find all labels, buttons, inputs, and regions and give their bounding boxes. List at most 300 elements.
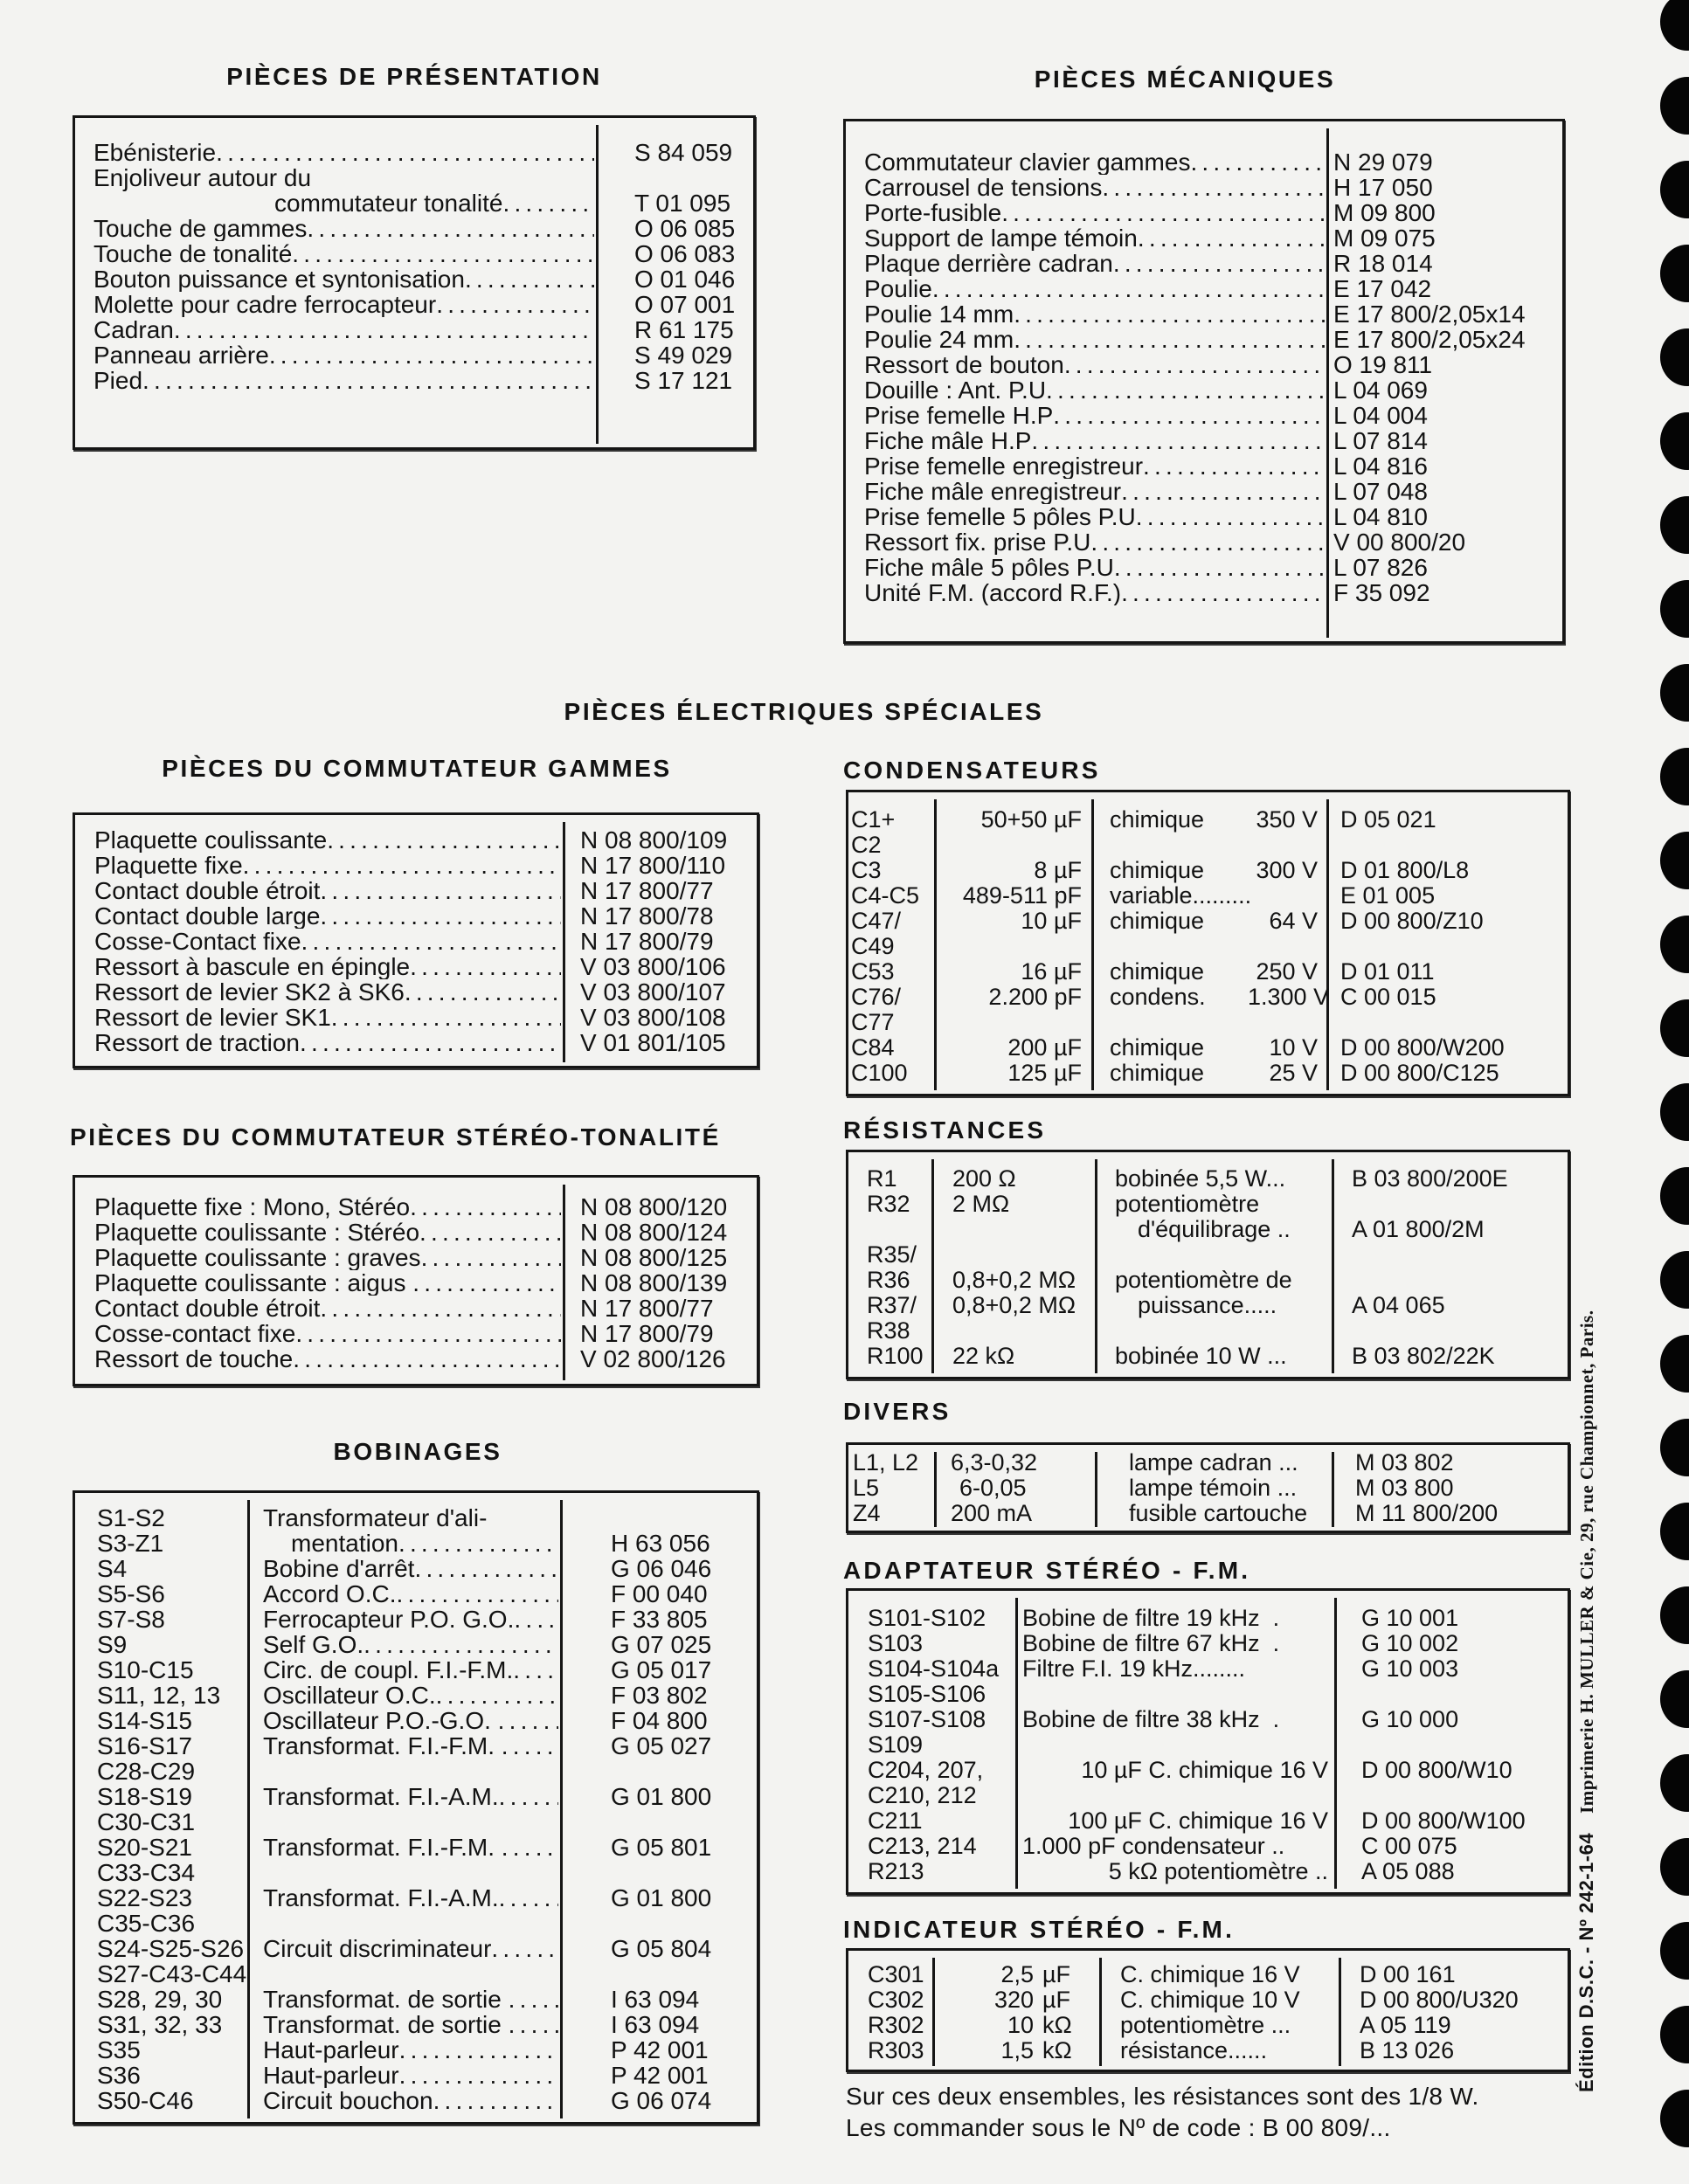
dot-leader xyxy=(300,1030,561,1055)
table-row xyxy=(868,1834,1568,1859)
dot-leader xyxy=(1064,352,1326,377)
dot-leader xyxy=(320,1296,561,1321)
dot-leader xyxy=(1046,377,1326,403)
dot-leader xyxy=(307,216,594,241)
binding-hole-icon xyxy=(1660,245,1689,302)
part-code: V 02 800/126 xyxy=(580,1345,726,1372)
part-name xyxy=(249,1556,558,1581)
unit: kΩ xyxy=(1042,2012,1072,2038)
type: chimique xyxy=(1110,908,1205,934)
table-row xyxy=(867,1268,1568,1293)
part-code xyxy=(558,1911,757,1936)
part-name xyxy=(864,403,1326,428)
table-row xyxy=(867,1293,1568,1318)
type: variable......... xyxy=(1110,882,1252,909)
condensateurs-table xyxy=(846,790,1570,1096)
part-code: V 03 800/106 xyxy=(580,953,726,980)
part-code: D 00 800/C125 xyxy=(1340,1060,1499,1086)
part-code: G 05 027 xyxy=(611,1732,712,1759)
part-name xyxy=(864,200,1326,225)
label-text: Bouton puissance et syntonisation xyxy=(93,266,465,292)
dot-leader xyxy=(499,1784,558,1809)
part-code xyxy=(1335,1732,1568,1758)
part-code: N 08 800/120 xyxy=(580,1193,728,1220)
part-code xyxy=(1352,1242,1568,1268)
type: potentiomètre xyxy=(1115,1191,1260,1217)
part-code: C 00 075 xyxy=(1361,1833,1457,1859)
rating: 200 mA xyxy=(951,1500,1033,1526)
part-code: G 06 074 xyxy=(611,2087,712,2114)
part-name xyxy=(864,555,1326,580)
component-ref: C77 xyxy=(851,1009,895,1035)
label-text: Oscillateur O.C. xyxy=(263,1683,436,1708)
description: 100 µF C. chimique 16 V xyxy=(1068,1807,1328,1834)
table-row xyxy=(864,175,1562,200)
label-text: Porte-fusible xyxy=(864,200,1002,225)
part-name xyxy=(93,368,594,393)
part-code: F 33 805 xyxy=(611,1606,708,1633)
component-ref: S105-S106 xyxy=(868,1681,986,1707)
type: chimique xyxy=(1110,958,1205,985)
part-code: E 01 005 xyxy=(1340,882,1436,909)
part-code: E 17 042 xyxy=(1333,275,1432,302)
part-name xyxy=(249,1860,558,1885)
table-row xyxy=(851,1035,1568,1061)
dot-leader xyxy=(499,1885,558,1911)
voltage: 25 V xyxy=(1269,1060,1318,1086)
label-text: Cosse-Contact fixe xyxy=(94,929,301,954)
unit: µF xyxy=(1042,1961,1071,1987)
table-row xyxy=(868,1707,1568,1732)
part-code: N 17 800/77 xyxy=(580,1295,714,1322)
adaptateur-table xyxy=(846,1588,1570,1895)
part-code: I 63 094 xyxy=(611,1986,700,2013)
part-name xyxy=(249,1936,558,1961)
table-row xyxy=(93,190,753,216)
part-name xyxy=(93,342,594,368)
dot-leader xyxy=(320,878,561,903)
label-text: Cadran xyxy=(93,317,174,342)
component-ref: C210, 212 xyxy=(868,1782,977,1808)
component-ref: C211 xyxy=(868,1807,923,1834)
part-code: N 17 800/79 xyxy=(580,1320,714,1347)
component-ref: C28-C29 xyxy=(97,1758,196,1785)
type xyxy=(1082,1010,1248,1035)
label-text: Bobine d'arrêt xyxy=(263,1556,415,1581)
table-row xyxy=(97,1809,757,1835)
section-title-divers: DIVERS xyxy=(843,1398,952,1425)
label-text: Contact double étroit xyxy=(94,1296,321,1321)
dot-leader xyxy=(414,1556,558,1581)
dot-leader xyxy=(436,1683,558,1708)
table-row xyxy=(94,1220,757,1245)
capacitance: 50+50 µF xyxy=(980,806,1082,833)
part-code: F 03 802 xyxy=(611,1682,708,1709)
stereo-tonalite-table xyxy=(73,1175,759,1386)
table-body xyxy=(848,792,1568,1086)
part-code: A 01 800/2M xyxy=(1352,1216,1485,1242)
section-title-bobinages: BOBINAGES xyxy=(333,1438,502,1465)
footnote-line-1: Sur ces deux ensembles, les résistances sont des 1/8 W. xyxy=(846,2083,1479,2110)
label-text: Ressort de levier SK1 xyxy=(94,1005,331,1030)
binding-hole-icon xyxy=(1660,916,1689,973)
dot-leader xyxy=(502,190,594,216)
binding-hole-icon xyxy=(1660,1754,1689,1812)
table-row xyxy=(94,954,757,979)
part-name xyxy=(93,317,594,342)
table-body xyxy=(75,1178,757,1372)
table-row xyxy=(94,1245,757,1270)
table-body xyxy=(848,1591,1568,1884)
voltage xyxy=(1248,934,1318,959)
dot-leader xyxy=(269,342,594,368)
dot-leader xyxy=(1114,555,1326,580)
label-text: Cosse-contact fixe xyxy=(94,1321,296,1346)
binding-hole-icon xyxy=(1660,77,1689,135)
component-ref: S5-S6 xyxy=(97,1580,165,1607)
part-code: M 11 800/200 xyxy=(1355,1500,1499,1526)
capacitance: 489-511 pF xyxy=(962,882,1082,909)
capacitance xyxy=(937,1010,1082,1035)
table-row xyxy=(97,1531,757,1556)
table-row xyxy=(94,1346,757,1372)
table-body xyxy=(75,1493,757,2113)
part-code: S 17 121 xyxy=(634,367,733,394)
part-code: V 03 800/107 xyxy=(580,978,726,1006)
binding-hole-icon xyxy=(1660,2090,1689,2147)
type: chimique xyxy=(1110,1060,1205,1086)
part-name xyxy=(94,827,561,853)
table-row xyxy=(864,428,1562,453)
component-ref: S22-S23 xyxy=(97,1884,192,1911)
table-row xyxy=(864,580,1562,605)
resistance: 0,8+0,2 MΩ xyxy=(952,1292,1076,1318)
section-title-adaptateur: ADAPTATEUR STÉRÉO - F.M. xyxy=(843,1557,1251,1584)
label-text: Contact double large xyxy=(94,903,321,929)
part-code xyxy=(558,1505,757,1531)
value: 1,5 xyxy=(1000,2037,1034,2063)
table-body xyxy=(75,118,753,393)
dot-leader xyxy=(396,1581,558,1607)
voltage: 1.300 V xyxy=(1248,984,1330,1010)
section-title-electriques: PIÈCES ÉLECTRIQUES SPÉCIALES xyxy=(564,698,1044,725)
part-name xyxy=(249,1961,558,1987)
table-row xyxy=(853,1450,1568,1476)
label-text: Ebénisterie xyxy=(93,140,217,165)
part-code: N 17 800/110 xyxy=(580,852,726,879)
description xyxy=(1017,1682,1335,1707)
label-text: Ressort de touche xyxy=(94,1346,294,1372)
table-row xyxy=(94,1030,757,1055)
dot-leader xyxy=(292,241,594,266)
part-code: G 01 800 xyxy=(611,1884,712,1911)
part-code: G 10 002 xyxy=(1361,1630,1459,1656)
type: chimique xyxy=(1110,857,1205,883)
part-code: A 05 088 xyxy=(1361,1858,1455,1884)
part-code: S 84 059 xyxy=(634,139,733,166)
binding-hole-icon xyxy=(1660,1586,1689,1644)
dot-leader xyxy=(301,929,561,954)
part-name xyxy=(864,453,1326,479)
table-row xyxy=(97,1556,757,1581)
section-title-indicateur: INDICATEUR STÉRÉO - F.M. xyxy=(843,1916,1236,1943)
table-row xyxy=(868,2038,1568,2063)
component-ref: S50-C46 xyxy=(97,2087,194,2114)
section-title-resistances: RÉSISTANCES xyxy=(843,1116,1047,1144)
dot-leader xyxy=(1014,327,1326,352)
part-code xyxy=(1318,1010,1568,1035)
dot-leader xyxy=(327,827,561,853)
component-ref: R35/ xyxy=(867,1241,917,1268)
dot-leader xyxy=(295,1321,561,1346)
type: C. chimique 10 V xyxy=(1120,1987,1300,2013)
table-row xyxy=(94,929,757,954)
part-code: N 17 800/79 xyxy=(580,928,714,955)
table-row xyxy=(868,1987,1568,2013)
part-code xyxy=(1318,833,1568,858)
part-code: N 17 800/77 xyxy=(580,877,714,904)
part-code xyxy=(1335,1682,1568,1707)
table-row xyxy=(93,342,753,368)
table-row xyxy=(864,149,1562,175)
part-name xyxy=(93,140,594,165)
component-ref: C302 xyxy=(868,1987,924,2013)
part-name xyxy=(249,1987,558,2012)
description: Bobine de filtre 67 kHz . xyxy=(1022,1630,1280,1656)
table-row xyxy=(93,241,753,266)
table-row xyxy=(864,403,1562,428)
component-ref: C213, 214 xyxy=(868,1833,977,1859)
dot-leader xyxy=(399,2037,558,2063)
part-code: M 03 800 xyxy=(1355,1475,1454,1501)
label-text: Circuit discriminateur xyxy=(263,1936,492,1961)
part-code: H 17 050 xyxy=(1333,174,1433,201)
section-title-condensateurs: CONDENSATEURS xyxy=(843,757,1101,784)
table-row xyxy=(97,1885,757,1911)
part-name xyxy=(864,529,1326,555)
label-text: Poulie xyxy=(864,276,932,301)
part-name: Enjoliveur autour du xyxy=(93,164,312,191)
dot-leader xyxy=(491,1936,558,1961)
binding-hole-icon xyxy=(1660,580,1689,638)
binding-hole-icon xyxy=(1660,1670,1689,1728)
part-code: P 42 001 xyxy=(611,2062,709,2089)
table-row xyxy=(97,1936,757,1961)
part-code: M 09 075 xyxy=(1333,225,1436,252)
component-ref: R302 xyxy=(868,2012,924,2038)
part-name xyxy=(94,1030,561,1055)
table-row xyxy=(867,1192,1568,1217)
part-name xyxy=(94,1245,561,1270)
part-code: V 01 801/105 xyxy=(580,1029,726,1056)
component-ref: C301 xyxy=(868,1961,924,1987)
dot-leader xyxy=(1113,251,1326,276)
part-name xyxy=(94,878,561,903)
dot-leader xyxy=(436,292,594,317)
part-code: N 08 800/125 xyxy=(580,1244,728,1271)
part-name xyxy=(249,1911,558,1936)
table-row xyxy=(868,1859,1568,1884)
part-code: I 63 094 xyxy=(611,2011,700,2038)
part-name xyxy=(249,1657,558,1683)
binding-hole-icon xyxy=(1660,999,1689,1057)
binding-hole-icon xyxy=(1660,1251,1689,1309)
label-text: Prise femelle 5 pôles P.U xyxy=(864,504,1136,529)
table-row xyxy=(97,1505,757,1531)
component-ref: C2 xyxy=(851,832,882,858)
part-code: N 17 800/78 xyxy=(580,902,714,930)
part-name xyxy=(249,1885,558,1911)
table-row xyxy=(853,1501,1568,1526)
part-name xyxy=(94,1005,561,1030)
dot-leader xyxy=(174,317,594,342)
table-row xyxy=(94,1194,757,1220)
description xyxy=(1017,1783,1335,1808)
table-row xyxy=(93,165,753,190)
part-name xyxy=(864,377,1326,403)
table-row xyxy=(867,1166,1568,1192)
binding-hole-icon xyxy=(1660,412,1689,470)
label-text: Transformat. F.I.-F.M. xyxy=(263,1733,502,1759)
capacitance xyxy=(937,833,1082,858)
printer-text: Imprimerie H. MULLER & Cie, 29, rue Championnet, Paris. xyxy=(1576,1310,1597,1814)
part-code: D 00 800/W200 xyxy=(1340,1034,1505,1061)
dot-leader xyxy=(410,1194,561,1220)
table-row xyxy=(97,2012,757,2037)
table-row xyxy=(93,317,753,342)
part-code: F 04 800 xyxy=(611,1707,708,1734)
resistance: 200 Ω xyxy=(952,1165,1016,1192)
label-text: Poulie 24 mm xyxy=(864,327,1014,352)
part-code: N 08 800/124 xyxy=(580,1219,728,1246)
binding-hole-icon xyxy=(1660,1083,1689,1141)
label-text: Plaquette coulissante xyxy=(94,827,328,853)
table-row xyxy=(864,251,1562,276)
dot-leader xyxy=(405,979,561,1005)
part-name xyxy=(864,504,1326,529)
label-text: Support de lampe témoin xyxy=(864,225,1138,251)
voltage: 64 V xyxy=(1269,908,1318,934)
table-row xyxy=(97,1607,757,1632)
part-code: S 49 029 xyxy=(634,342,733,369)
component-ref: Z4 xyxy=(853,1500,881,1526)
label-text: Plaquette coulissante : graves xyxy=(94,1245,421,1270)
table-row xyxy=(851,858,1568,883)
part-name xyxy=(249,1733,558,1759)
presentation-table xyxy=(73,115,756,450)
table-row xyxy=(97,1708,757,1733)
indicateur-table xyxy=(846,1948,1570,2072)
part-name xyxy=(249,1607,558,1632)
part-name xyxy=(94,1194,561,1220)
dot-leader xyxy=(1138,225,1326,251)
part-code: E 17 800/2,05x24 xyxy=(1333,326,1526,353)
edition-text: Édition D.S.C. - Nº 242-1-64 xyxy=(1575,1832,1597,2092)
part-name xyxy=(864,327,1326,352)
part-code: R 18 014 xyxy=(1333,250,1433,277)
rating: 6,3-0,32 xyxy=(951,1449,1038,1476)
description: 5 kΩ potentiomètre .. xyxy=(1108,1858,1328,1884)
part-code: D 00 800/Z10 xyxy=(1340,908,1484,934)
part-code: O 01 046 xyxy=(634,266,736,293)
component-ref: S31, 32, 33 xyxy=(97,2011,223,2038)
table-row xyxy=(94,853,757,878)
binding-hole-icon xyxy=(1660,1503,1689,1560)
table-row xyxy=(97,1835,757,1860)
part-code: G 10 001 xyxy=(1361,1605,1459,1631)
part-name xyxy=(249,2037,558,2063)
table-row xyxy=(864,301,1562,327)
table-row xyxy=(97,1632,757,1657)
table-row xyxy=(97,1961,757,1987)
part-code: B 03 802/22K xyxy=(1352,1343,1495,1369)
table-body xyxy=(848,1951,1568,2063)
part-name xyxy=(864,301,1326,327)
table-row xyxy=(851,883,1568,909)
dot-leader xyxy=(433,2088,558,2113)
table-body xyxy=(846,121,1562,605)
type xyxy=(1115,1242,1352,1268)
part-name xyxy=(864,580,1326,605)
type: fusible cartouche xyxy=(1129,1500,1308,1526)
table-row xyxy=(97,2037,757,2063)
table-row xyxy=(864,200,1562,225)
description xyxy=(1017,1732,1335,1758)
part-code: P 42 001 xyxy=(611,2036,709,2063)
table-row xyxy=(851,934,1568,959)
label-text: Ressort de levier SK2 à SK6 xyxy=(94,979,405,1005)
label-text: Plaque derrière cadran xyxy=(864,251,1113,276)
table-row xyxy=(864,504,1562,529)
part-code: B 03 800/200E xyxy=(1352,1165,1508,1192)
part-code: G 05 804 xyxy=(611,1935,712,1962)
table-row xyxy=(868,1808,1568,1834)
dot-leader xyxy=(1031,428,1326,453)
description: Bobine de filtre 19 kHz . xyxy=(1022,1605,1280,1631)
part-code: D 00 800/U320 xyxy=(1360,1987,1519,2013)
part-code xyxy=(594,165,753,190)
label-text: Touche de gammes xyxy=(93,216,308,241)
dot-leader xyxy=(293,1346,561,1372)
component-ref: R303 xyxy=(868,2037,924,2063)
binding-hole-icon xyxy=(1660,748,1689,805)
component-ref: S20-S21 xyxy=(97,1834,192,1861)
label-text: Plaquette fixe xyxy=(94,853,243,878)
part-code: L 07 826 xyxy=(1333,554,1428,581)
label-text: Ressort de bouton xyxy=(864,352,1064,377)
table-row xyxy=(97,1784,757,1809)
part-name xyxy=(94,1296,561,1321)
type: chimique xyxy=(1110,806,1205,833)
component-ref: S101-S102 xyxy=(868,1605,986,1631)
capacitance xyxy=(937,934,1082,959)
part-name xyxy=(864,149,1326,175)
part-code: B 13 026 xyxy=(1360,2037,1455,2063)
part-code xyxy=(558,1961,757,1987)
component-ref: C204, 207, xyxy=(868,1757,984,1783)
part-name xyxy=(249,1531,558,1556)
part-name xyxy=(94,853,561,878)
part-code: V 03 800/108 xyxy=(580,1004,726,1031)
label-text: Fiche mâle H.P xyxy=(864,428,1032,453)
description: 1.000 pF condensateur .. xyxy=(1022,1833,1285,1859)
part-name xyxy=(864,352,1326,377)
label-text: Fiche mâle 5 pôles P.U xyxy=(864,555,1114,580)
part-code: G 01 800 xyxy=(611,1783,712,1810)
dot-leader xyxy=(465,266,594,292)
part-name xyxy=(864,175,1326,200)
part-code: L 04 810 xyxy=(1333,503,1428,530)
